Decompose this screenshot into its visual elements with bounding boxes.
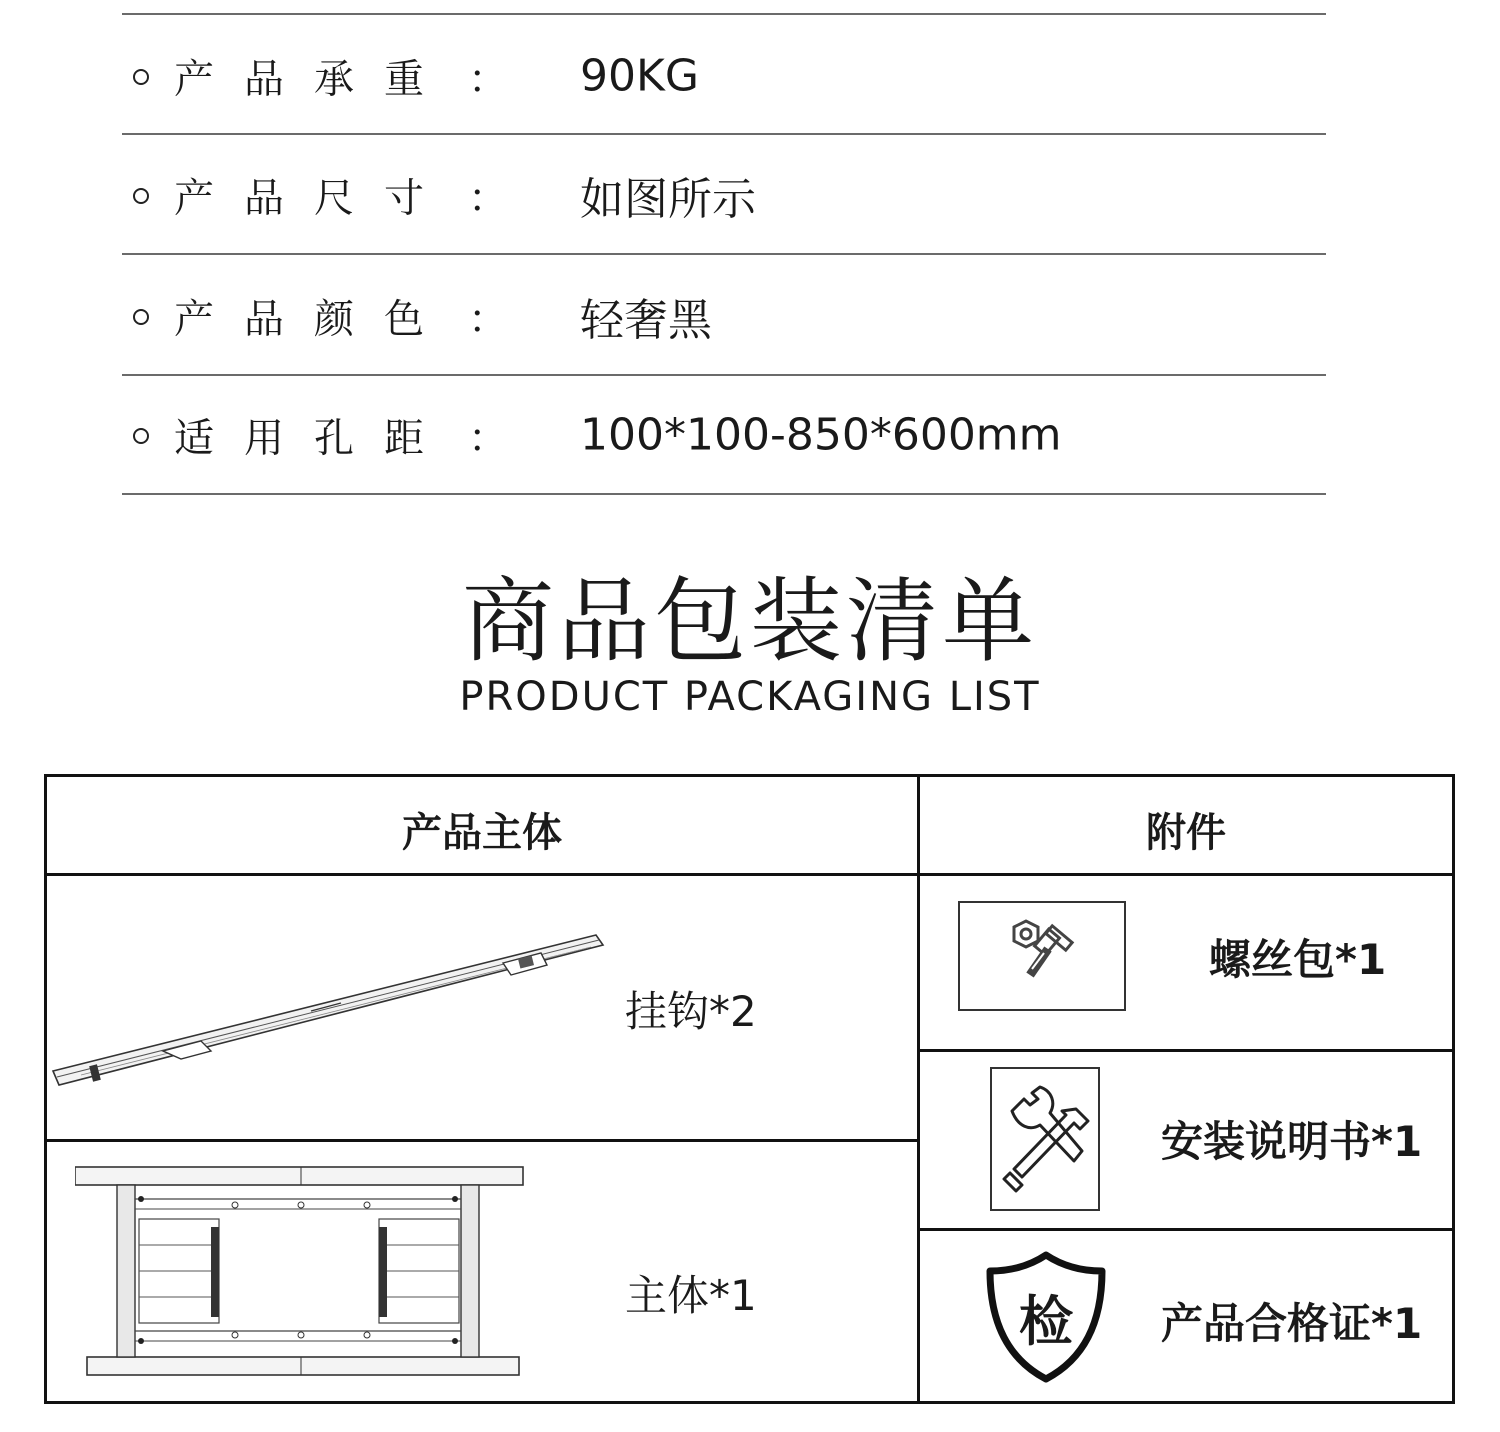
spec-row-size <box>122 135 1326 254</box>
accessory-label: 螺丝包*1 <box>1209 935 1387 984</box>
spec-colon: ： <box>468 296 508 342</box>
packaging-table <box>44 774 1455 1404</box>
bullet-icon <box>133 309 149 325</box>
spec-row-hole-spacing <box>122 375 1326 494</box>
divider <box>122 13 1326 15</box>
tools-icon-frame <box>990 1067 1100 1211</box>
tools-icon <box>992 1069 1098 1209</box>
column-header-main: 产品主体 <box>402 810 562 856</box>
bullet-icon <box>133 428 149 444</box>
mount-body-drawing <box>75 1165 527 1377</box>
section-title: 商品包装清单 <box>461 568 1038 675</box>
row-divider <box>47 1139 918 1142</box>
bullet-icon <box>133 188 149 204</box>
spec-value: 如图所示 <box>580 173 756 225</box>
column-divider <box>917 777 920 1401</box>
main-item-label: 主体*1 <box>625 1271 757 1320</box>
section-subtitle: PRODUCT PACKAGING LIST <box>459 674 1041 720</box>
main-item-label: 挂钩*2 <box>625 987 757 1036</box>
certificate-badge-text: 检 <box>1019 1290 1073 1353</box>
header-divider <box>47 873 1452 876</box>
spec-colon: ： <box>468 415 508 461</box>
screw-icon <box>960 903 1124 1009</box>
column-header-accessory: 附件 <box>1146 810 1226 856</box>
spec-value: 90KG <box>580 50 699 101</box>
spec-label: 产品承重 <box>174 56 454 102</box>
row-divider <box>918 1049 1452 1052</box>
hook-rail-drawing <box>51 925 607 1095</box>
screw-icon-frame <box>958 901 1126 1011</box>
accessory-label: 安装说明书*1 <box>1161 1117 1423 1166</box>
spec-row-load <box>122 16 1326 135</box>
row-divider <box>918 1228 1452 1231</box>
bullet-icon <box>133 69 149 85</box>
spec-row-color <box>122 256 1326 375</box>
spec-colon: ： <box>468 175 508 221</box>
divider <box>122 253 1326 255</box>
spec-label: 适用孔距 <box>174 415 454 461</box>
accessory-label: 产品合格证*1 <box>1161 1299 1423 1348</box>
spec-value: 轻奢黑 <box>580 294 712 346</box>
shield-icon-wrap <box>984 1251 1108 1383</box>
spec-value: 100*100-850*600mm <box>580 409 1062 460</box>
spec-colon: ： <box>468 56 508 102</box>
divider <box>122 493 1326 495</box>
spec-label: 产品颜色 <box>174 296 454 342</box>
spec-label: 产品尺寸 <box>174 175 454 221</box>
